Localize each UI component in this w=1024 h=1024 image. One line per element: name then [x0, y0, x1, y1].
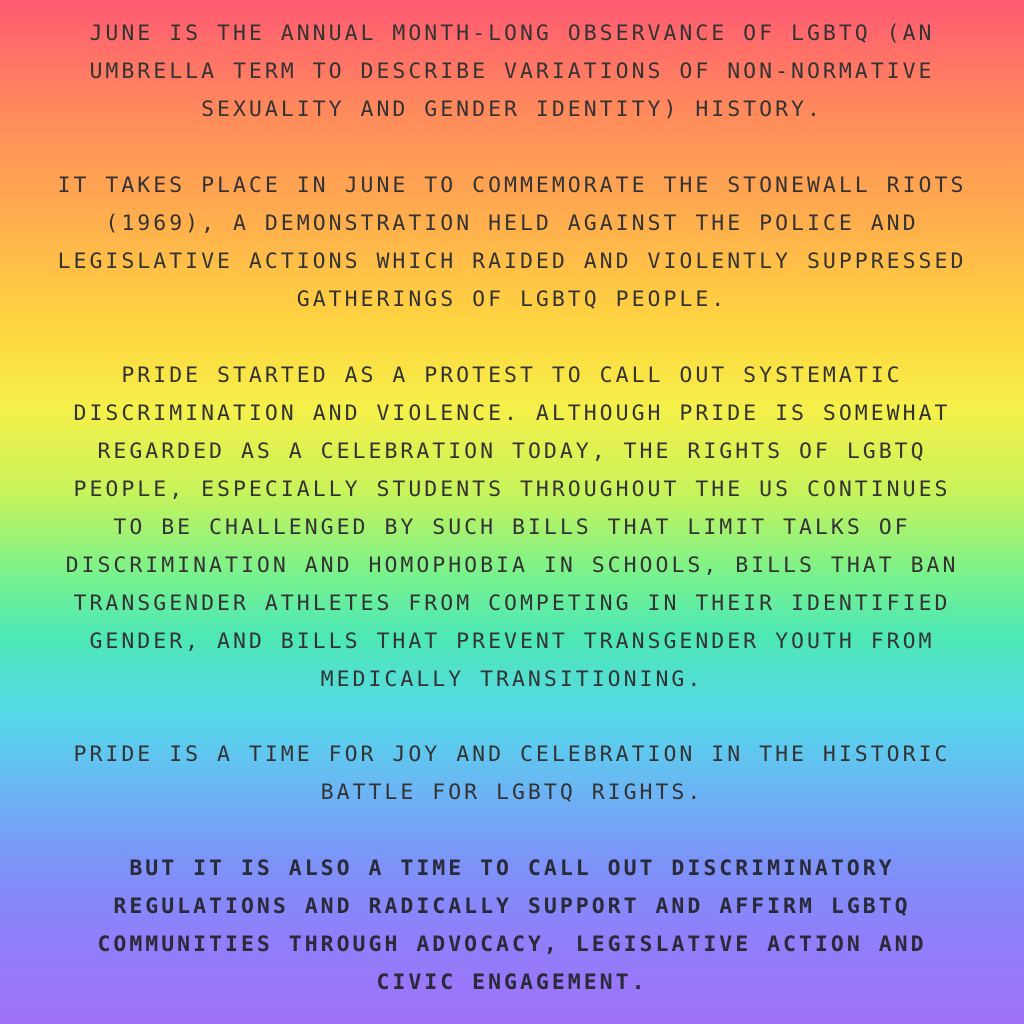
- paragraph-stonewall-riots: [40, 167, 984, 319]
- text-line: PRIDE IS A TIME FOR JOY AND CELEBRATION IN THE HISTORIC: [73, 742, 951, 767]
- text-line: DISCRIMINATION AND HOMOPHOBIA IN SCHOOLS, BILLS THAT BAN: [65, 553, 959, 578]
- text-line: BATTLE FOR LGBTQ RIGHTS.: [320, 780, 704, 805]
- text-line: MEDICALLY TRANSITIONING.: [320, 667, 704, 692]
- text-line: TRANSGENDER ATHLETES FROM COMPETING IN THEIR IDENTIFIED: [73, 591, 951, 616]
- text-line: COMMUNITIES THROUGH ADVOCACY, LEGISLATIVE ACTION AND: [97, 932, 927, 957]
- text-line: IT TAKES PLACE IN JUNE TO COMMEMORATE THE STONEWALL RIOTS: [57, 173, 967, 198]
- text-line: GATHERINGS OF LGBTQ PEOPLE.: [296, 287, 728, 312]
- text-line: GENDER, AND BILLS THAT PREVENT TRANSGENDER YOUTH FROM: [89, 629, 935, 654]
- text-line: UMBRELLA TERM TO DESCRIBE VARIATIONS OF NON-NORMATIVE: [89, 59, 935, 84]
- text-line: SEXUALITY AND GENDER IDENTITY) HISTORY.: [201, 97, 823, 122]
- text-line: CIVIC ENGAGEMENT.: [376, 970, 648, 995]
- text-line: (1969), A DEMONSTRATION HELD AGAINST THE POLICE AND: [105, 211, 919, 236]
- text-line: JUNE IS THE ANNUAL MONTH-LONG OBSERVANCE OF LGBTQ (AN: [89, 21, 935, 46]
- text-line: PRIDE STARTED AS A PROTEST TO CALL OUT SYSTEMATIC: [121, 363, 903, 388]
- text-line: DISCRIMINATION AND VIOLENCE. ALTHOUGH PRIDE IS SOMEWHAT: [73, 401, 951, 426]
- paragraph-call-to-action: [40, 850, 984, 1002]
- text-line: REGARDED AS A CELEBRATION TODAY, THE RIGHTS OF LGBTQ: [97, 439, 927, 464]
- paragraph-joy-celebration: [40, 736, 984, 812]
- text-line: PEOPLE, ESPECIALLY STUDENTS THROUGHOUT THE US CONTINUES: [73, 477, 951, 502]
- paragraph-pride-protest: [40, 357, 984, 699]
- text-line: REGULATIONS AND RADICALLY SUPPORT AND AFFIRM LGBTQ: [113, 894, 911, 919]
- paragraph-june-observance: [40, 15, 984, 129]
- text-line: BUT IT IS ALSO A TIME TO CALL OUT DISCRIMINATORY: [129, 856, 895, 881]
- text-line: LEGISLATIVE ACTIONS WHICH RAIDED AND VIOLENTLY SUPPRESSED: [57, 249, 967, 274]
- text-line: TO BE CHALLENGED BY SUCH BILLS THAT LIMIT TALKS OF: [113, 515, 911, 540]
